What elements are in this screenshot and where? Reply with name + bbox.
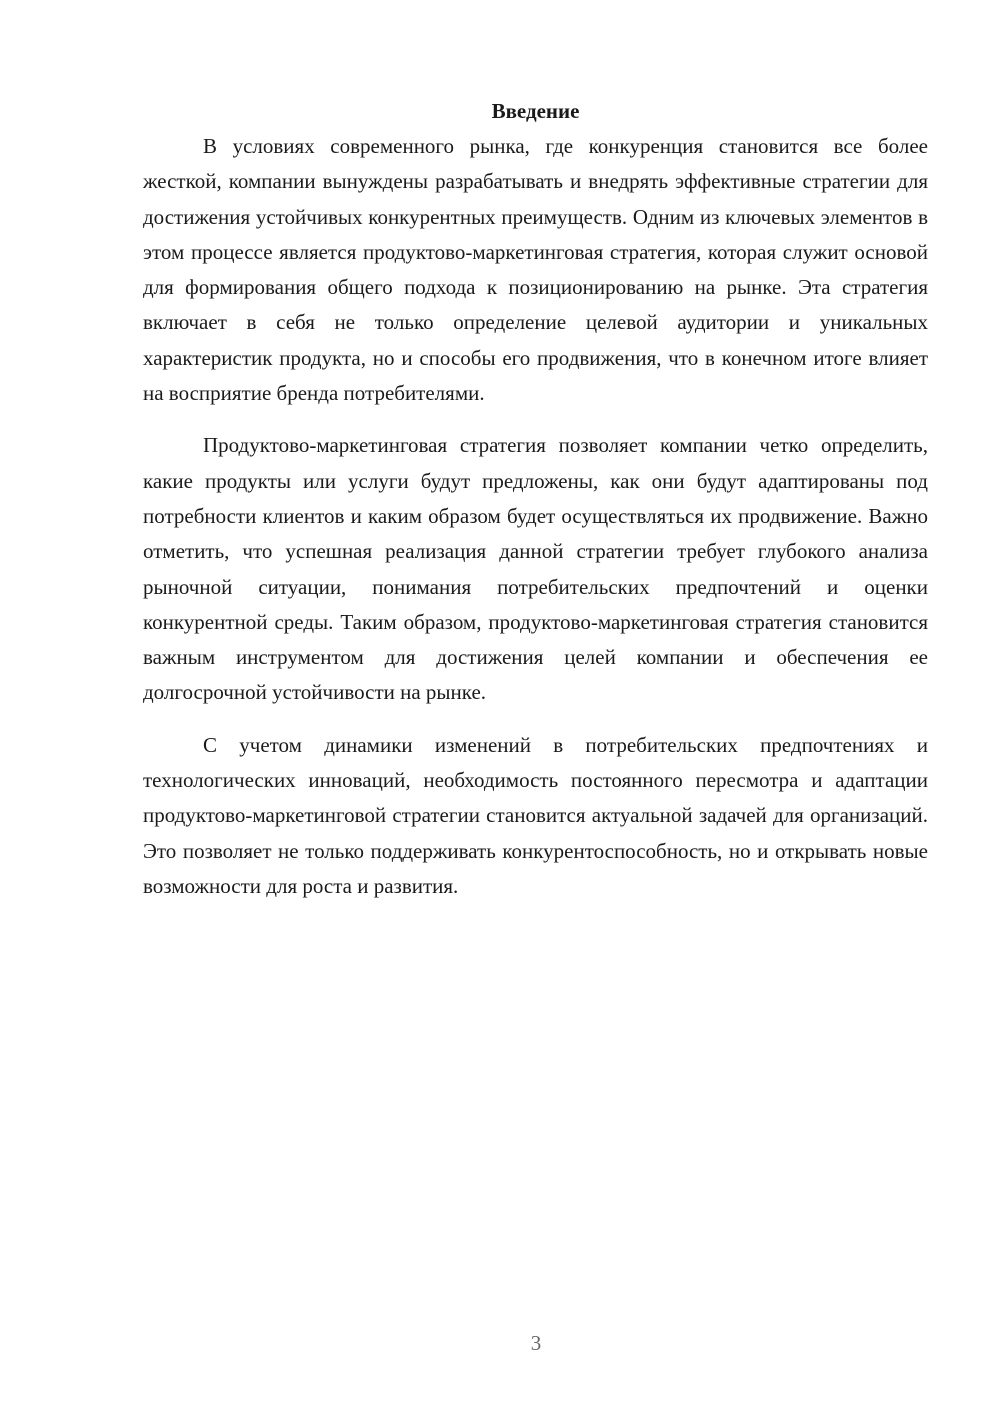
paragraph-3: С учетом динамики изменений в потребительских предпочтениях и технологических инноваций, необходимость постоянного пересмотра и адаптации продуктово-маркетинговой стратегии становится актуальной задачей для организаций. Это позволяет не только поддерживать конкурентоспособность, но и открывать новые возможности для роста и развития. [143, 732, 928, 898]
page-number: 3 [530, 1331, 542, 1355]
page-content [143, 94, 928, 921]
section-heading: Введение [491, 99, 580, 123]
paragraph-1: В условиях современного рынка, где конкуренция становится все более жесткой, компании вынуждены разрабатывать и внедрять эффективные стратегии для достижения устойчивых конкурентных преимуществ. Одним из ключевых элементов в этом процессе является продуктово-маркетинговая стратегия, которая служит основой для формирования общего подхода к позиционированию на рынке. Эта стратегия включает в себя не только определение целевой аудитории и уникальных характеристик продукта, но и способы его продвижения, что в конечном итоге влияет на восприятие бренда потребителями. [143, 134, 928, 406]
paragraph-2: Продуктово-маркетинговая стратегия позволяет компании четко определить, какие продукты или услуги будут предложены, как они будут адаптированы под потребности клиентов и каким образом будет осуществляться их продвижение. Важно отметить, что успешная реализация данной стратегии требует глубокого анализа рыночной ситуации, понимания потребительских предпочтений и оценки конкурентной среды. Таким образом, продуктово-маркетинговая стратегия становится важным инструментом для достижения целей компании и обеспечения ее долгосрочной устойчивости на рынке. [143, 433, 928, 705]
